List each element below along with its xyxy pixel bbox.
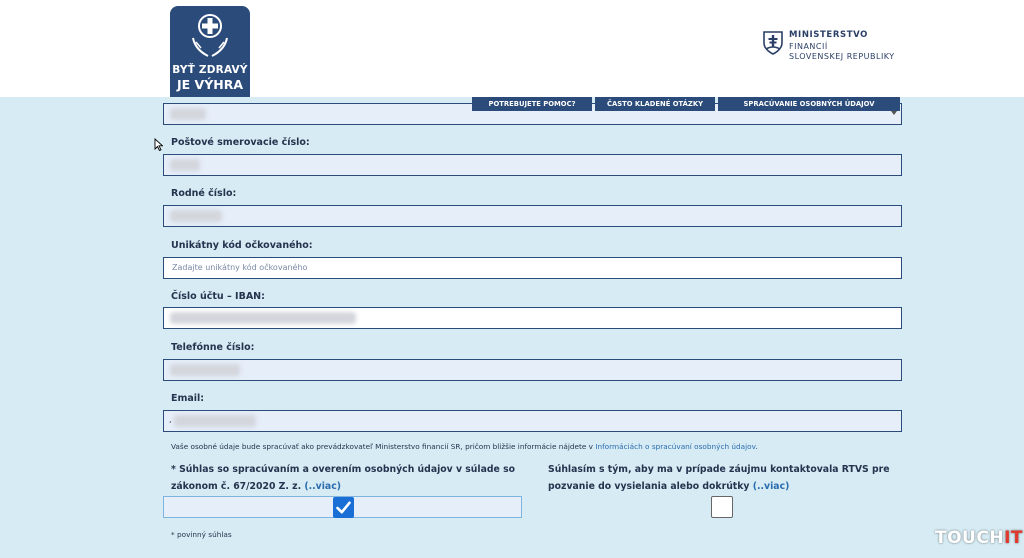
logo-line-2: JE VÝHRA	[176, 77, 244, 92]
privacy-note	[171, 442, 758, 451]
redacted-value	[170, 210, 222, 222]
iban-label: Číslo účtu – IBAN:	[171, 291, 265, 302]
ministry-line-3: SLOVENSKEJ REPUBLIKY	[789, 52, 895, 61]
redacted-value	[170, 159, 200, 171]
vaccine-code-input[interactable]	[163, 257, 902, 279]
postal-code-label: Poštové smerovacie číslo:	[171, 137, 310, 148]
consent-gdpr-checkbox[interactable]	[333, 497, 354, 518]
hands-cross-icon	[190, 12, 230, 60]
postal-code-input[interactable]	[163, 154, 902, 176]
privacy-info-link[interactable]: Informáciách o spracúvaní osobných údajov	[595, 442, 756, 451]
consent-gdpr-text	[171, 461, 515, 495]
consent-rtvs-text	[548, 461, 890, 495]
iban-input[interactable]	[163, 307, 902, 329]
phone-input[interactable]	[163, 359, 902, 381]
nav-help-button[interactable]: POTREBUJETE POMOC?	[472, 97, 592, 111]
consent-gdpr-more-link[interactable]: (..viac)	[304, 481, 341, 492]
vaccine-code-label: Unikátny kód očkovaného:	[171, 240, 313, 251]
header	[0, 0, 1024, 97]
phone-label: Telefónne číslo:	[171, 342, 255, 353]
ministry-line-1: MINISTERSTVO	[789, 30, 868, 40]
birth-number-label: Rodné číslo:	[171, 188, 237, 199]
consent-gdpr-line-2: zákonom č. 67/2020 Z. z.	[171, 481, 305, 492]
redacted-value	[170, 312, 356, 324]
ministry-line-2: FINANCIÍ	[789, 42, 828, 51]
watermark-it: IT	[1004, 528, 1023, 548]
chevron-down-icon	[891, 111, 897, 115]
redacted-value	[170, 108, 206, 120]
nav-privacy-button[interactable]: SPRACÚVANIE OSOBNÝCH ÚDAJOV	[718, 97, 900, 111]
consent-gdpr-line-1: * Súhlas so spracúvaním a overením osobných údajov v súlade so	[171, 464, 515, 475]
privacy-note-text: Vaše osobné údaje bude spracúvať ako prevádzkovateľ Ministerstvo financií SR, pričom bližšie informácie nájdete v	[171, 442, 596, 451]
vaccine-code-placeholder: Zadajte unikátny kód očkovaného	[172, 263, 308, 272]
logo-line-1: BYŤ ZDRAVÝ	[172, 64, 248, 76]
birth-number-input[interactable]	[163, 205, 902, 227]
email-label: Email:	[171, 393, 205, 404]
campaign-logo[interactable]	[170, 6, 250, 97]
consent-rtvs-line-1: Súhlasím s tým, aby ma v prípade záujmu kontaktovala RTVS pre	[548, 464, 890, 475]
touchit-watermark	[935, 528, 1023, 548]
privacy-note-end: .	[755, 442, 758, 451]
nav-faq-button[interactable]: ČASTO KLADENÉ OTÁZKY	[595, 97, 715, 111]
email-input[interactable]	[163, 410, 902, 432]
watermark-touch: TOUCH	[935, 528, 1005, 548]
required-consent-note: * povinný súhlas	[171, 530, 232, 539]
consent-rtvs-more-link[interactable]: (..viac)	[752, 481, 790, 492]
consent-rtvs-line-2: pozvanie do vysielania alebo dokrútky	[548, 481, 753, 492]
mouse-cursor-icon	[154, 138, 163, 151]
consent-rtvs-checkbox[interactable]	[711, 496, 733, 518]
email-prefix: ,	[169, 415, 172, 424]
coat-of-arms-icon	[762, 30, 784, 56]
redacted-value	[170, 364, 240, 376]
checkmark-icon	[333, 497, 354, 518]
redacted-value	[174, 415, 256, 427]
